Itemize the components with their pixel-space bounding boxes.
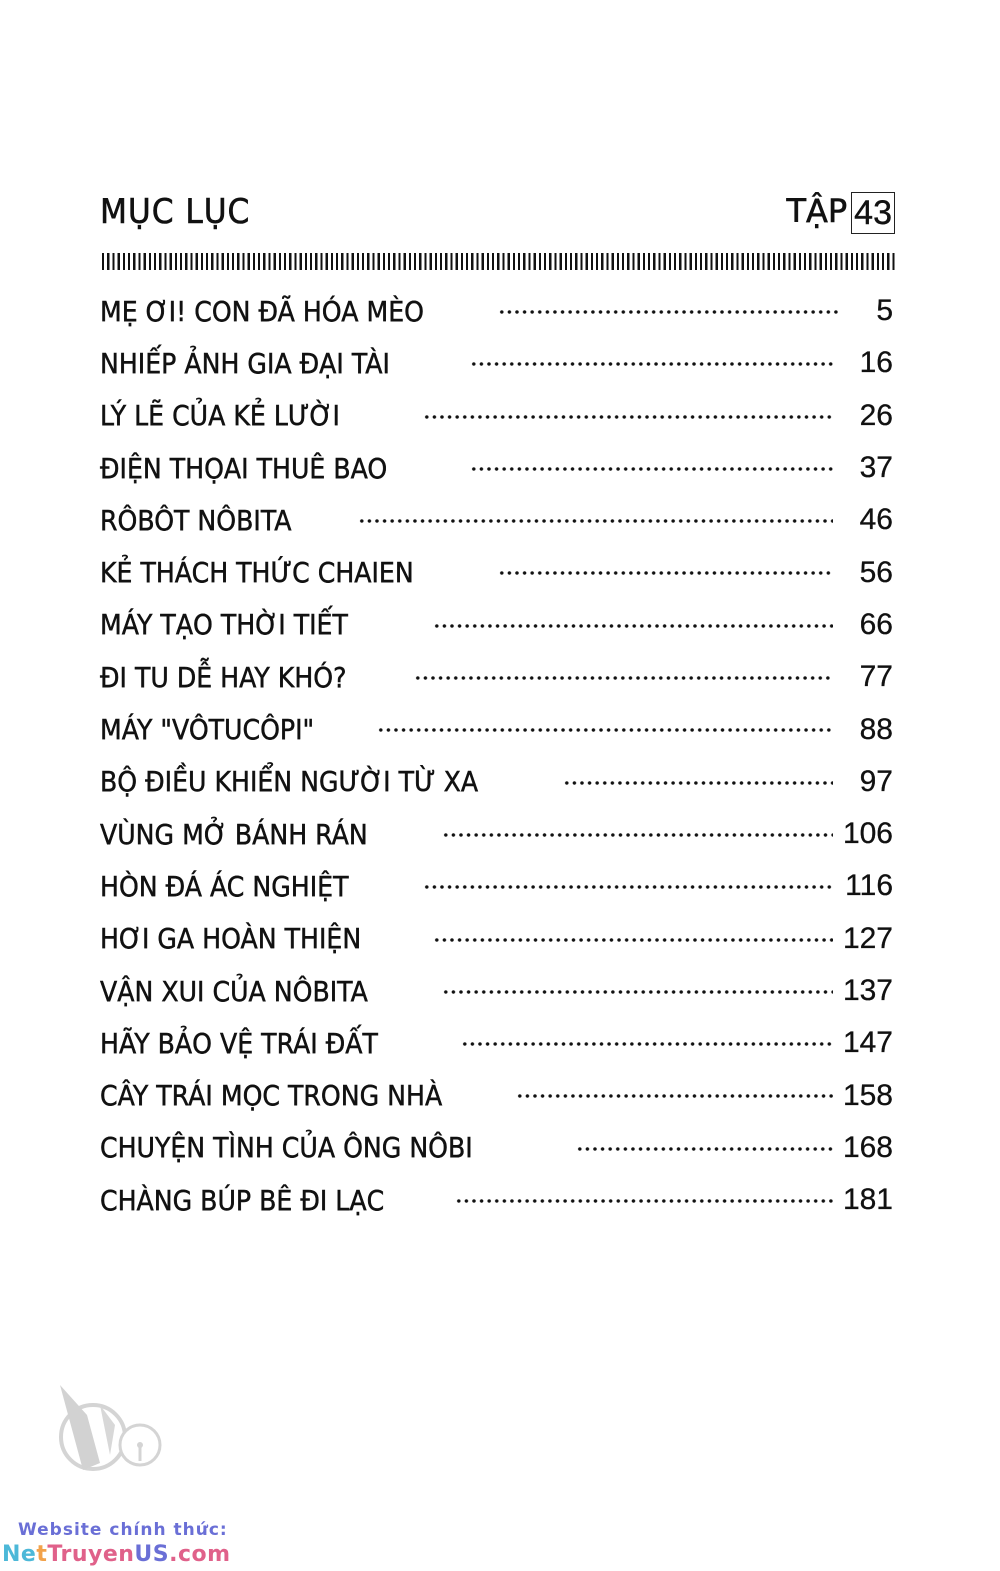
toc-entry[interactable] (100, 337, 893, 389)
dot-leader (516, 1093, 833, 1099)
toc-entry[interactable] (100, 285, 893, 337)
toc-entry[interactable] (100, 808, 893, 860)
toc-entry[interactable] (100, 703, 893, 755)
toc-entry-title: MẸ ƠI! CON ĐÃ HÓA MÈO (100, 294, 424, 328)
toc-entry[interactable] (100, 1069, 893, 1121)
dot-leader (576, 1146, 833, 1152)
toc-entry-page-number: 106 (842, 817, 893, 851)
toc-entry-title: RÔBÔT NÔBITA (100, 503, 292, 537)
toc-entry-title: VÙNG MỞ BÁNH RÁN (100, 817, 368, 851)
toc-entry[interactable] (100, 756, 893, 808)
url-segment: Ne (2, 1542, 37, 1567)
toc-entry-title: CHUYỆN TÌNH CỦA ÔNG NÔBI (100, 1131, 473, 1165)
toc-entry-title: BỘ ĐIỀU KHIỂN NGƯỜI TỪ XA (100, 765, 479, 799)
website-url-link[interactable] (2, 1542, 231, 1567)
toc-entry[interactable] (100, 1122, 893, 1174)
toc-entry-page-number: 137 (842, 974, 893, 1007)
url-segment: US (134, 1542, 170, 1567)
dot-leader (433, 937, 833, 943)
toc-entry-page-number: 5 (876, 294, 893, 328)
toc-header (100, 192, 895, 242)
dot-leader (461, 1041, 833, 1047)
url-segment: .com (169, 1542, 231, 1567)
toc-entry-page-number: 77 (859, 660, 893, 694)
toc-entry-title: ĐIỆN THỌAI THUÊ BAO (100, 451, 388, 485)
bell-logo-icon (55, 1385, 165, 1485)
dot-leader (414, 675, 833, 681)
toc-entry[interactable] (100, 860, 893, 912)
toc-entry-title: VẬN XUI CỦA NÔBITA (100, 974, 368, 1008)
toc-entry-title: HÒN ĐÁ ÁC NGHIỆT (100, 869, 349, 903)
toc-entry-title: CHÀNG BÚP BÊ ĐI LẠC (100, 1183, 385, 1217)
toc-entry-title: MÁY TẠO THỜI TIẾT (100, 608, 348, 642)
toc-entry-title: HƠI GA HOÀN THIỆN (100, 922, 362, 956)
dot-leader (498, 309, 840, 315)
toc-entry-title: KẺ THÁCH THỨC CHAIEN (100, 556, 414, 590)
dot-leader (498, 570, 833, 576)
toc-entry-title: CÂY TRÁI MỌC TRONG NHÀ (100, 1079, 443, 1113)
toc-entry-page-number: 16 (859, 346, 893, 380)
dot-leader (423, 414, 833, 420)
dot-leader (470, 361, 833, 367)
barcode-divider (102, 253, 895, 270)
volume-indicator (786, 192, 895, 234)
toc-entry-title: NHIẾP ẢNH GIA ĐẠI TÀI (100, 346, 390, 380)
dot-leader (470, 466, 833, 472)
toc-entry[interactable] (100, 442, 893, 494)
toc-entry-title: LÝ LẼ CỦA KẺ LƯỜI (100, 399, 340, 433)
toc-entry-page-number: 168 (842, 1130, 893, 1164)
toc-entry[interactable] (100, 913, 893, 965)
page-title: MỤC LỤC (100, 192, 251, 232)
toc-entry[interactable] (100, 965, 893, 1017)
toc-entry-page-number: 37 (859, 451, 893, 485)
dot-leader (563, 780, 833, 786)
toc-entry[interactable] (100, 390, 893, 442)
toc-entry-page-number: 127 (842, 921, 893, 955)
toc-entry-page-number: 56 (859, 555, 893, 589)
url-segment: Truyen (47, 1542, 135, 1567)
dot-leader (442, 989, 833, 995)
website-label: Website chính thức: (18, 1520, 228, 1540)
toc-entry-page-number: 66 (859, 607, 893, 641)
toc-entry[interactable] (100, 1017, 893, 1069)
toc-entry-title: MÁY "VÔTUCÔPI" (100, 713, 315, 747)
dot-leader (433, 623, 833, 629)
toc-entry[interactable] (100, 651, 893, 703)
toc-entry[interactable] (100, 546, 893, 598)
url-segment: t (36, 1542, 48, 1567)
dot-leader (423, 884, 833, 890)
toc-entry-page-number: 181 (842, 1183, 893, 1217)
toc-entry-page-number: 46 (859, 503, 893, 537)
toc-entry-page-number: 147 (842, 1026, 893, 1060)
toc-entry-page-number: 97 (859, 764, 893, 798)
toc-entry-page-number: 158 (842, 1078, 893, 1112)
toc-entry[interactable] (100, 1174, 893, 1226)
toc-entry-title: HÃY BẢO VỆ TRÁI ĐẤT (100, 1026, 378, 1060)
toc-entry-page-number: 116 (845, 869, 893, 903)
toc-entry-page-number: 88 (859, 712, 893, 746)
toc-entry-title: ĐI TU DỄ HAY KHÓ? (100, 660, 347, 694)
toc-entry-page-number: 26 (859, 398, 893, 432)
dot-leader (358, 518, 833, 524)
toc-list (100, 285, 893, 1226)
dot-leader (377, 727, 833, 733)
toc-entry[interactable] (100, 599, 893, 651)
volume-label: TẬP (786, 192, 848, 230)
volume-number-box: 43 (851, 192, 895, 234)
dot-leader (455, 1198, 833, 1204)
dot-leader (442, 832, 833, 838)
toc-entry[interactable] (100, 494, 893, 546)
